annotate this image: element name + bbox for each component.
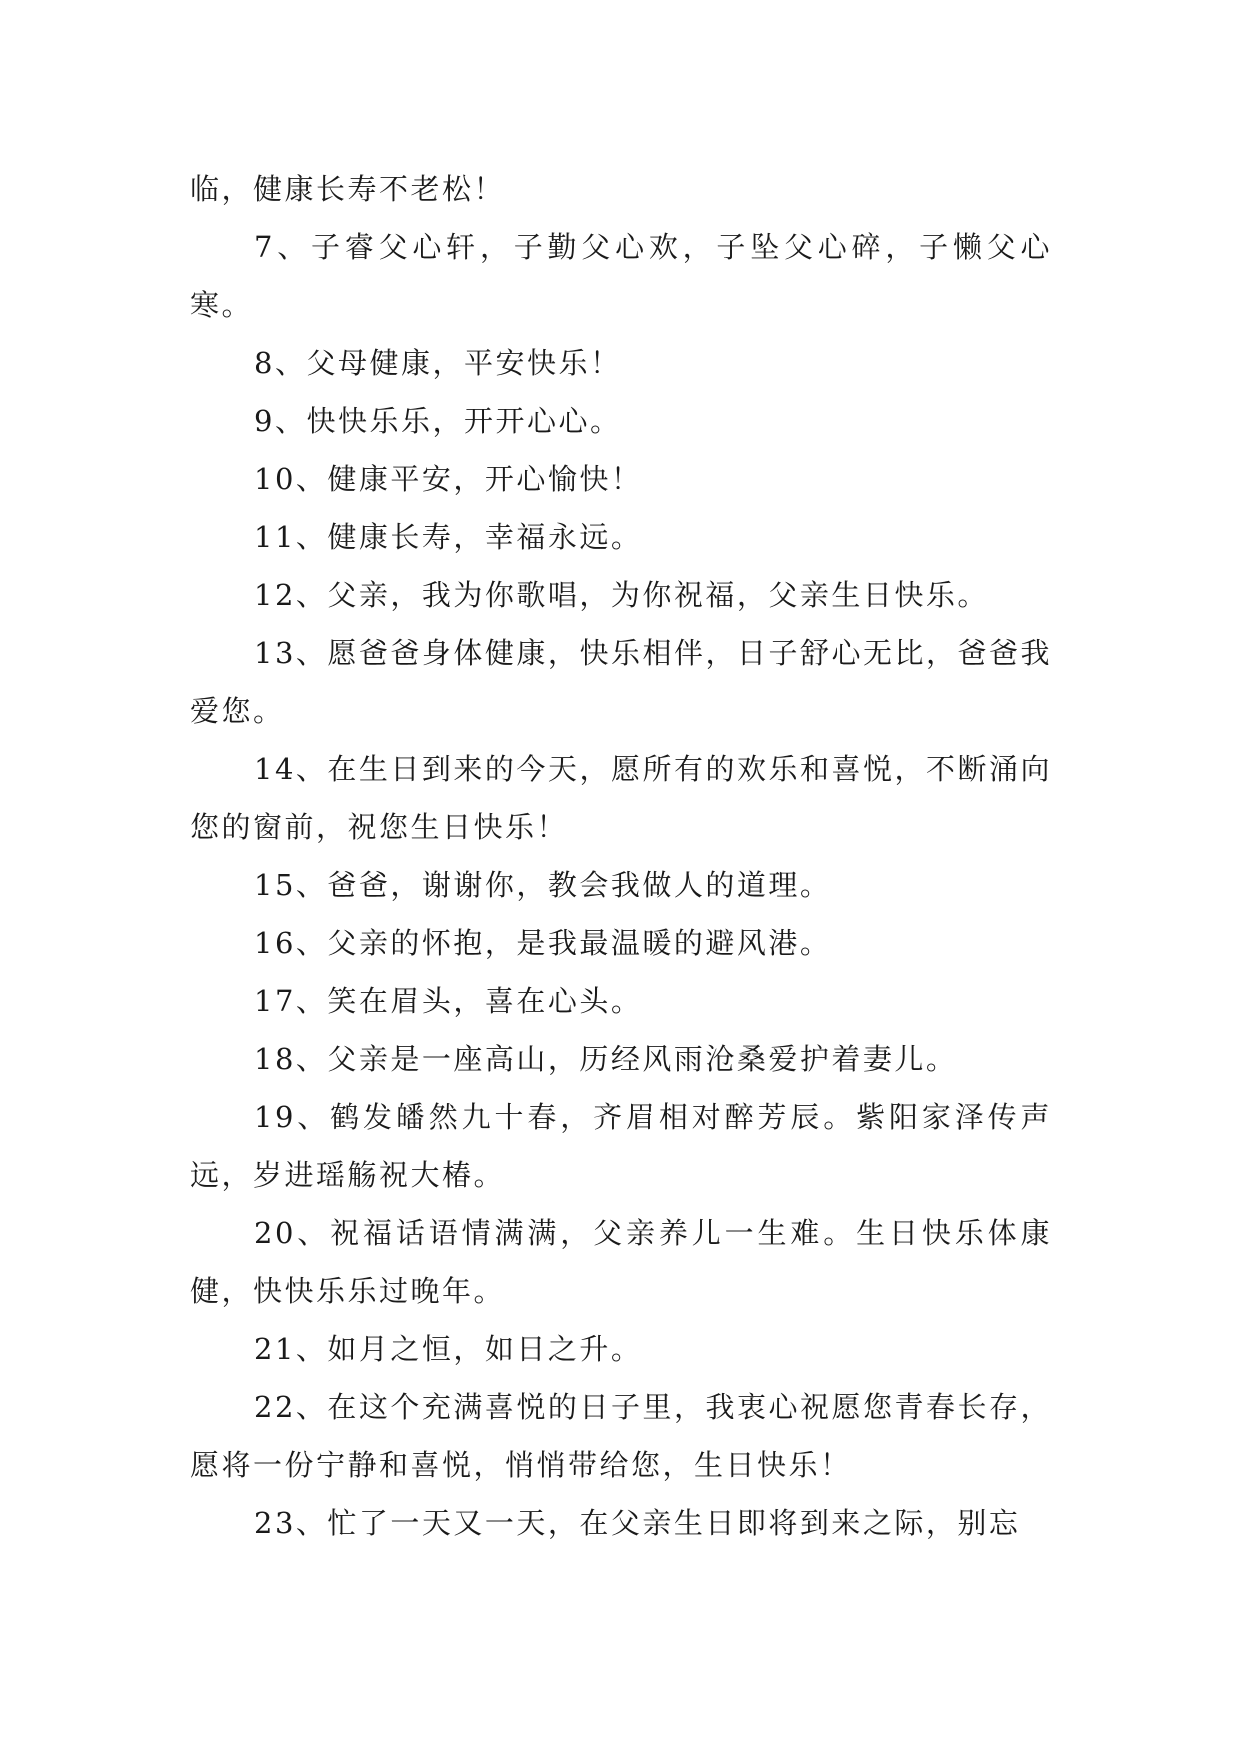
- paragraph-item-15: 15、爸爸，谢谢你，教会我做人的道理。: [254, 868, 832, 902]
- paragraph-continuation: 临，健康长寿不老松！: [190, 172, 506, 206]
- document-body: [190, 160, 1052, 1552]
- paragraph-item-21: 21、如月之恒，如日之升。: [254, 1332, 643, 1366]
- paragraph-item-10: 10、健康平安，开心愉快！: [254, 462, 643, 496]
- paragraph-item-20: 20、祝福话语情满满，父亲养儿一生难。生日快乐体康健，快快乐乐过晚年。: [190, 1216, 1052, 1308]
- paragraph-item-16: 16、父亲的怀抱，是我最温暖的避风港。: [254, 926, 832, 960]
- paragraph-item-9: 9、快快乐乐，开开心心。: [254, 404, 622, 438]
- paragraph-item-22: 22、在这个充满喜悦的日子里，我衷心祝愿您青春长存，愿将一份宁静和喜悦，悄悄带给您，生日快乐！: [190, 1390, 1052, 1482]
- paragraph-item-12: 12、父亲，我为你歌唱，为你祝福，父亲生日快乐。: [254, 578, 989, 612]
- paragraph-item-14: 14、在生日到来的今天，愿所有的欢乐和喜悦，不断涌向您的窗前，祝您生日快乐！: [190, 752, 1052, 844]
- paragraph-item-23: 23、忙了一天又一天，在父亲生日即将到来之际，别忘: [254, 1506, 1021, 1540]
- paragraph-item-7: 7、子睿父心轩，子勤父心欢，子坠父心碎，子懒父心寒。: [190, 230, 1052, 322]
- paragraph-item-11: 11、健康长寿，幸福永远。: [254, 520, 643, 554]
- paragraph-item-18: 18、父亲是一座高山，历经风雨沧桑爱护着妻儿。: [254, 1042, 958, 1076]
- paragraph-item-19: 19、鹤发皤然九十春，齐眉相对醉芳辰。紫阳家泽传声远，岁进瑶觞祝大椿。: [190, 1100, 1052, 1192]
- paragraph-item-13: 13、愿爸爸身体健康，快乐相伴，日子舒心无比，爸爸我爱您。: [190, 636, 1052, 728]
- paragraph-item-17: 17、笑在眉头，喜在心头。: [254, 984, 643, 1018]
- paragraph-item-8: 8、父母健康，平安快乐！: [254, 346, 622, 380]
